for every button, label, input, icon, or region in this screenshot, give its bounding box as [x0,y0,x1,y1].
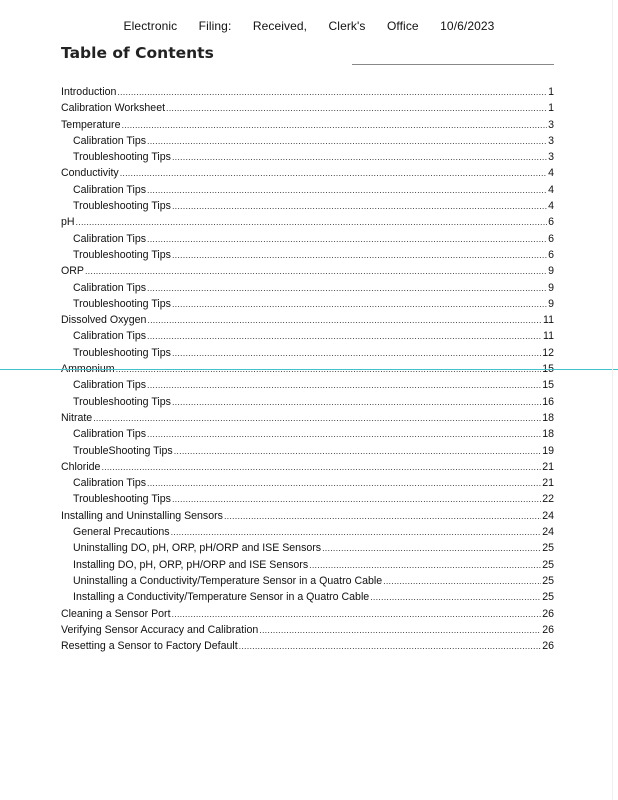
toc-page-number: 26 [542,623,554,636]
toc-page-number: 3 [548,118,554,131]
toc-page-number: 25 [542,558,554,571]
toc-entry[interactable] [61,540,554,556]
toc-leader-dots [147,312,542,328]
toc-page-number: 6 [548,216,554,229]
header-date: 10/6/2023 [440,19,495,33]
toc-leader-dots [370,589,541,605]
toc-entry-title: Calibration Tips [73,428,147,441]
toc-entry[interactable] [61,100,554,116]
toc-page-number: 21 [542,477,554,490]
toc-entry[interactable] [61,524,554,540]
toc-entry[interactable] [61,345,554,361]
toc-entry[interactable] [61,443,554,459]
toc-entry-title: Chloride [61,460,101,473]
toc-entry[interactable] [61,312,554,328]
toc-leader-dots [166,100,547,116]
scan-guide-line [0,369,618,370]
toc-entry-title: Nitrate [61,411,93,424]
toc-entry[interactable] [61,622,554,638]
toc-entry-title: Calibration Worksheet [61,102,166,115]
toc-page-number: 11 [543,314,554,327]
toc-entry-title: Calibration Tips [73,477,147,490]
toc-page-number: 3 [548,134,554,147]
toc-entry-title: Ammonium [61,363,115,376]
toc-leader-dots [259,622,541,638]
toc-entry-title: Troubleshooting Tips [73,200,171,213]
toc-entry-title: Troubleshooting Tips [73,248,171,261]
header-word: Office [386,19,419,33]
toc-entry[interactable] [61,459,554,475]
toc-entry[interactable] [61,117,554,133]
toc-entry[interactable] [61,475,554,491]
page-edge [612,0,613,800]
toc-entry[interactable] [61,231,554,247]
toc-entry-title: Installing and Uninstalling Sensors [61,509,223,522]
toc-entry-title: Calibration Tips [73,183,147,196]
toc-leader-dots [147,231,547,247]
toc-leader-dots [172,149,547,165]
toc-page-number: 3 [548,151,554,164]
toc-entry-title: Dissolved Oxygen [61,314,147,327]
toc-entry-title: Troubleshooting Tips [73,395,171,408]
toc-entry-title: Cleaning a Sensor Port [61,607,171,620]
toc-page-number: 24 [542,526,554,539]
toc-page-number: 22 [542,493,554,506]
toc-leader-dots [239,638,542,654]
toc-entry-title: Uninstalling DO, pH, ORP, pH/ORP and ISE Sensors [73,542,322,555]
toc-entry[interactable] [61,377,554,393]
toc-entry-title: Temperature [61,118,121,131]
title-divider [352,64,554,65]
toc-leader-dots [322,540,541,556]
toc-entry-title: Installing DO, pH, ORP, pH/ORP and ISE Sensors [73,558,309,571]
toc-entry[interactable] [61,149,554,165]
toc-entry-title: Installing a Conductivity/Temperature Sensor in a Quatro Cable [73,591,370,604]
page-title: Table of Contents [61,44,214,62]
toc-leader-dots [172,247,547,263]
toc-entry-title: General Precautions [73,526,170,539]
toc-entry[interactable] [61,198,554,214]
toc-page-number: 15 [542,379,554,392]
toc-page-number: 9 [548,265,554,278]
toc-entry-title: Troubleshooting Tips [73,346,171,359]
toc-leader-dots [147,475,541,491]
toc-entry-title: Calibration Tips [73,134,147,147]
toc-entry[interactable] [61,133,554,149]
toc-page-number: 18 [542,428,554,441]
toc-entry-title: Calibration Tips [73,330,147,343]
toc-entry-title: ORP [61,265,84,278]
toc-leader-dots [147,133,547,149]
toc-page-number: 12 [542,346,554,359]
toc-leader-dots [172,345,541,361]
toc-page-number: 6 [548,248,554,261]
toc-entry[interactable] [61,214,554,230]
toc-leader-dots [172,296,547,312]
toc-entry[interactable] [61,589,554,605]
toc-page-number: 15 [542,363,554,376]
toc-page-number: 19 [542,444,554,457]
toc-leader-dots [171,524,542,540]
toc-leader-dots [121,117,547,133]
toc-leader-dots [147,182,547,198]
toc-page-number: 25 [542,574,554,587]
toc-page-number: 26 [542,640,554,653]
toc-entry[interactable] [61,84,554,100]
toc-entry[interactable] [61,394,554,410]
toc-leader-dots [172,606,542,622]
toc-entry-title: Calibration Tips [73,281,147,294]
toc-page-number: 18 [542,411,554,424]
toc-entry[interactable] [61,573,554,589]
toc-page-number: 9 [548,281,554,294]
toc-page-number: 16 [542,395,554,408]
toc-page-number: 1 [548,102,554,115]
toc-leader-dots [117,84,547,100]
header-word: Received, [252,19,308,33]
toc-leader-dots [76,214,548,230]
toc-entry[interactable] [61,328,554,344]
toc-leader-dots [172,198,547,214]
toc-entry[interactable] [61,165,554,181]
toc-entry[interactable] [61,491,554,507]
toc-entry[interactable] [61,410,554,426]
toc-leader-dots [383,573,541,589]
toc-leader-dots [85,263,547,279]
toc-entry[interactable] [61,182,554,198]
toc-leader-dots [120,165,547,181]
toc-entry-title: Resetting a Sensor to Factory Default [61,640,238,653]
toc-entry-title: Uninstalling a Conductivity/Temperature Sensor in a Quatro Cable [73,574,383,587]
toc-page-number: 21 [542,460,554,473]
toc-entry-title: Verifying Sensor Accuracy and Calibration [61,623,259,636]
toc-entry[interactable] [61,247,554,263]
toc-page-number: 24 [542,509,554,522]
toc-entry-title: Calibration Tips [73,379,147,392]
header-word: Filing: [198,19,232,33]
toc-entry-title: Troubleshooting Tips [73,297,171,310]
toc-entry[interactable] [61,606,554,622]
toc-leader-dots [147,280,547,296]
toc-leader-dots [147,328,542,344]
toc-leader-dots [101,459,541,475]
toc-leader-dots [224,508,541,524]
header-word: Clerk's [328,19,366,33]
toc-entry[interactable] [61,280,554,296]
toc-entry-title: pH [61,216,75,229]
toc-entry-title: Troubleshooting Tips [73,493,171,506]
toc-entry-title: Troubleshooting Tips [73,151,171,164]
toc-entry-title: Introduction [61,86,117,98]
toc-entry-title: TroubleShooting Tips [73,444,173,457]
header-word: Electronic [123,19,178,33]
toc-page-number: 26 [542,607,554,620]
toc-leader-dots [93,410,541,426]
toc-page-number: 4 [548,167,554,180]
toc-page-number: 25 [542,542,554,555]
toc-page-number: 4 [548,200,554,213]
toc-entry[interactable] [61,557,554,573]
toc-page-number: 1 [548,86,554,98]
toc-entry[interactable] [61,296,554,312]
toc-leader-dots [172,491,541,507]
filing-stamp-header [0,19,618,33]
toc-leader-dots [174,443,541,459]
toc-page-number: 11 [543,330,554,343]
toc-entry-title: Calibration Tips [73,232,147,245]
toc-entry-title: Conductivity [61,167,119,180]
toc-leader-dots [147,426,541,442]
toc-leader-dots [172,394,541,410]
toc-entry[interactable] [61,263,554,279]
toc-page-number: 25 [542,591,554,604]
toc-page-number: 6 [548,232,554,245]
toc-entry[interactable] [61,508,554,524]
toc-entry[interactable] [61,426,554,442]
toc-page-number: 4 [548,183,554,196]
toc-leader-dots [309,557,541,573]
toc-entry[interactable] [61,638,554,654]
toc-leader-dots [147,377,541,393]
toc-page-number: 9 [548,297,554,310]
